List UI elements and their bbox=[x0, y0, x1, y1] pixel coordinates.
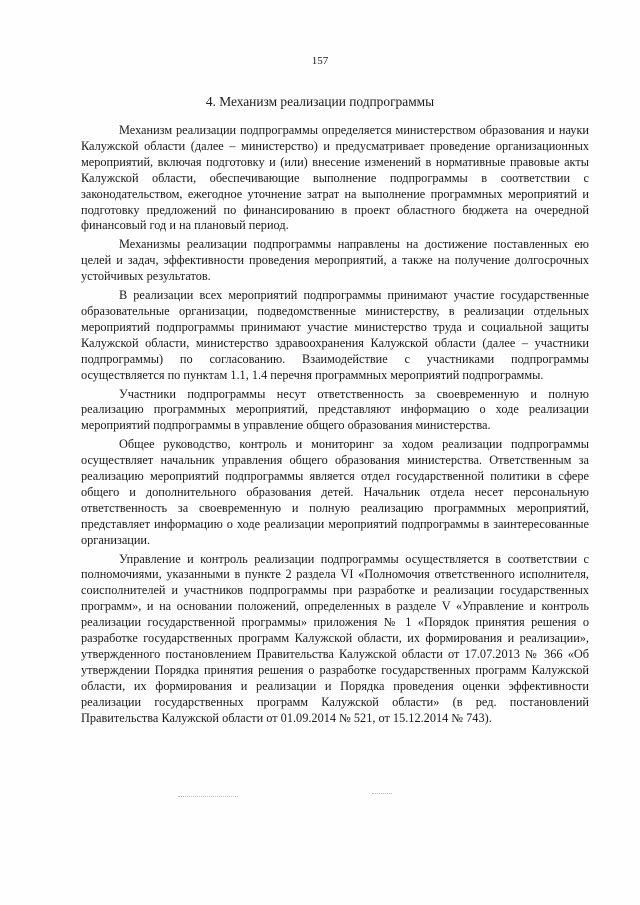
paragraph-control: Управление и контроль реализации подпрограммы осуществляется в соответствии с полномочиями, указанными в пункте 2 раздела VI «Полномочия ответственного исполнителя, соисполнителей и участников подпрограммы при разработке и реализации государственных программ», и на основании положений, определенных в разделе V «Управление и контроль реализации государственной программы» приложения № 1 «Порядок принятия решения о разработке государственных программ Калужской области, их формирования и реализации», утвержденного постановлением Правительства Калужской области от 17.07.2013 № 366 «Об утверждении Порядка принятия решения о разработке государственных программ Калужской области, их формирования и реализации и Порядка проведения оценки эффективности реализации государственных программ Калужской области» (в ред. постановлений Правительства Калужской области от 01.09.2014 № 521, от 15.12.2014 № 743). bbox=[81, 551, 589, 725]
paragraph-management: Общее руководство, контроль и мониторинг за ходом реализации подпрограммы осуществляет начальник управления общего образования министерства. Ответственным за реализацию мероприятий подпрограммы является отдел государственной политики в сфере общего и дополнительного образования детей. Начальник отдела несет персональную ответственность за своевременную и полную реализацию программных мероприятий, представляет информацию о ходе реализации мероприятий подпрограммы в заинтересованные организации. bbox=[81, 437, 589, 547]
scan-artifact-right bbox=[372, 793, 392, 794]
scan-artifact-left bbox=[178, 796, 238, 797]
document-body bbox=[81, 123, 589, 730]
paragraph-goals: Механизмы реализации подпрограммы направлены на достижение поставленных ею целей и задач, эффективности проведения мероприятий, а также на получение долгосрочных устойчивых результатов. bbox=[81, 237, 589, 284]
paragraph-mechanism: Механизм реализации подпрограммы определяется министерством образования и науки Калужской области (далее – министерство) и предусматривает проведение организационных мероприятий, включая подготовку и (или) внесение изменений в нормативные правовые акты Калужской области, обеспечивающие выполнение подпрограммы в соответствии с законодательством, ежегодное уточнение затрат на выполнение программных мероприятий и подготовку предложений по финансированию в проект областного бюджета на очередной финансовый год и на плановый период. bbox=[81, 123, 589, 233]
paragraph-participants: В реализации всех мероприятий подпрограммы принимают участие государственные образовательные организации, подведомственные министерству, в реализации отдельных мероприятий подпрограммы принимают участие министерство труда и социальной защиты Калужской области, министерство здравоохранения Калужской области (далее – участники подпрограммы) по согласованию. Взаимодействие с участниками подпрограммы осуществляется по пунктам 1.1, 1.4 перечня программных мероприятий подпрограммы. bbox=[81, 288, 589, 382]
paragraph-responsibility: Участники подпрограммы несут ответственность за своевременную и полную реализацию программных мероприятий, представляют информацию о ходе реализации мероприятий подпрограммы в управление общего образования министерства. bbox=[81, 386, 589, 433]
section-heading: 4. Механизм реализации подпрограммы bbox=[205, 94, 435, 109]
page-number: 157 bbox=[311, 55, 329, 67]
